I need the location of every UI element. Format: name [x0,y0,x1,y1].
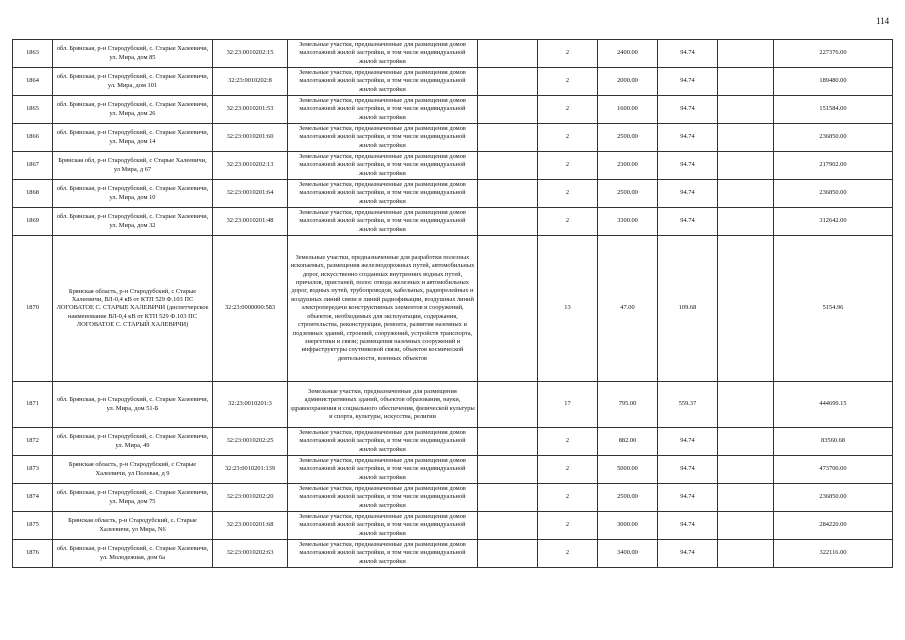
empty-cell [478,512,538,540]
empty-cell [718,152,774,180]
row-number-cell: 1876 [13,540,53,568]
area-cell: 47.00 [598,236,658,382]
area-cell: 3000.00 [598,512,658,540]
cadastral-number-cell: 32:23:0010202:25 [213,428,288,456]
empty-cell [718,180,774,208]
empty-cell [478,382,538,428]
cadastral-value-cell: 236850.00 [774,180,893,208]
table-row [13,208,893,236]
cadastral-value-cell: 151584.00 [774,96,893,124]
cadastral-value-cell: 189480.00 [774,68,893,96]
land-use-cell: Земельные участки, предназначенные для размещения домов малоэтажной жилой застройки, в том числе индивидуальной жилой застройки [288,208,478,236]
address-cell: обл. Брянская, р-н Стародубский, с. Старые Халеевичи, ул. Мира, дом 51-Б [53,382,213,428]
table-row [13,152,893,180]
page-number: 114 [876,16,890,26]
cadastral-number-cell: 32:23:0010201:139 [213,456,288,484]
row-number-cell: 1866 [13,124,53,152]
empty-cell [478,456,538,484]
category-code-cell: 13 [538,236,598,382]
area-cell: 3400.00 [598,540,658,568]
area-cell: 2400.00 [598,40,658,68]
category-code-cell: 2 [538,484,598,512]
cadastral-number-cell: 32:23:0010201:68 [213,512,288,540]
row-number-cell: 1872 [13,428,53,456]
category-code-cell: 2 [538,96,598,124]
specific-value-cell: 94.74 [658,484,718,512]
land-use-cell: Земельные участки, предназначенные для размещения домов малоэтажной жилой застройки, в том числе индивидуальной жилой застройки [288,180,478,208]
empty-cell [718,456,774,484]
area-cell: 2000.00 [598,68,658,96]
address-cell: обл. Брянская, р-н Стародубский, с. Старые Халеевичи, ул. Мира, дом 14 [53,124,213,152]
area-cell: 1600.00 [598,96,658,124]
specific-value-cell: 94.74 [658,68,718,96]
specific-value-cell: 94.74 [658,512,718,540]
area-cell: 795.00 [598,382,658,428]
empty-cell [478,180,538,208]
land-use-cell: Земельные участки, предназначенные для размещения домов малоэтажной жилой застройки, в том числе индивидуальной жилой застройки [288,428,478,456]
empty-cell [478,540,538,568]
empty-cell [718,236,774,382]
empty-cell [718,68,774,96]
land-use-cell: Земельные участки, предназначенные для размещения домов малоэтажной жилой застройки, в том числе индивидуальной жилой застройки [288,96,478,124]
empty-cell [718,40,774,68]
empty-cell [478,96,538,124]
land-use-cell: Земельные участки, предназначенные для разработки полезных ископаемых, размещения железнодорожных путей, автомобильных дорог, искусственно созданных внутренних водных путей, причалов, пристаней, полос отвода железных и автомобильных дорог, водных путей, трубопроводов, кабельных, радиорелейных и воздушных линий связи и линий радиофикации, воздушных линий электропередачи конструктивных элементов и сооружений, объектов, необходимых для эксплуатации, содержания, строительства, реконструкции, ремонта, развития наземных и подземных зданий, строений, сооружений, устройств транспорта, энергетики и связи; размещения наземных сооружений и инфраструктуры спутниковой связи, объектов космической деятельности, военных объектов [288,236,478,382]
category-code-cell: 2 [538,68,598,96]
category-code-cell: 2 [538,152,598,180]
cadastral-number-cell: 32:23:0010201:60 [213,124,288,152]
specific-value-cell: 94.74 [658,96,718,124]
cadastral-value-cell: 83560.68 [774,428,893,456]
table-row [13,512,893,540]
empty-cell [478,152,538,180]
land-use-cell: Земельные участки, предназначенные для размещения административных зданий, объектов образования, науки, здравоохранения и социального обеспечения, физической культуры и спорта, культуры, искусства, религии [288,382,478,428]
address-cell: Брянская обл, р-н Стародубский, с Старые Халеевичи, ул Мира, д 67 [53,152,213,180]
table-row [13,382,893,428]
row-number-cell: 1864 [13,68,53,96]
cadastral-value-cell: 444699.15 [774,382,893,428]
empty-cell [478,68,538,96]
row-number-cell: 1874 [13,484,53,512]
address-cell: Брянская область, р-н Стародубский, с Старые Халеевичи, ВЛ-0,4 кВ от КТП 529 Ф.103 ПС ЛОГОВАТОЕ С. СТАРЫЕ ХАЛЕВИЧИ (диспетчерское наименование ВЛ-0,4 кВ от КТП 529 Ф.103 ПС ЛОГОВАТОЕ С. СТАРЫЙ ХАЛЕВИЧИ) [53,236,213,382]
row-number-cell: 1869 [13,208,53,236]
row-number-cell: 1870 [13,236,53,382]
category-code-cell: 2 [538,180,598,208]
empty-cell [718,124,774,152]
cadastral-value-table [12,39,893,568]
row-number-cell: 1868 [13,180,53,208]
cadastral-value-cell: 217902.00 [774,152,893,180]
cadastral-number-cell: 32:23:0010202:20 [213,484,288,512]
specific-value-cell: 94.74 [658,456,718,484]
address-cell: обл. Брянская, р-н Стародубский, с. Старые Халеевичи, ул. Мира, 49 [53,428,213,456]
land-use-cell: Земельные участки, предназначенные для размещения домов малоэтажной жилой застройки, в том числе индивидуальной жилой застройки [288,484,478,512]
cadastral-value-cell: 236850.00 [774,124,893,152]
empty-cell [478,236,538,382]
category-code-cell: 2 [538,428,598,456]
category-code-cell: 2 [538,512,598,540]
row-number-cell: 1863 [13,40,53,68]
row-number-cell: 1871 [13,382,53,428]
land-use-cell: Земельные участки, предназначенные для размещения домов малоэтажной жилой застройки, в том числе индивидуальной жилой застройки [288,40,478,68]
empty-cell [718,540,774,568]
table-row [13,456,893,484]
category-code-cell: 2 [538,540,598,568]
category-code-cell: 2 [538,40,598,68]
empty-cell [718,484,774,512]
specific-value-cell: 94.74 [658,208,718,236]
table-row [13,124,893,152]
empty-cell [478,428,538,456]
empty-cell [478,124,538,152]
land-use-cell: Земельные участки, предназначенные для размещения домов малоэтажной жилой застройки, в том числе индивидуальной жилой застройки [288,124,478,152]
specific-value-cell: 94.74 [658,540,718,568]
cadastral-number-cell: 32:23:0010202:63 [213,540,288,568]
address-cell: обл. Брянская, р-н Стародубский, с. Старые Халеевичи, ул. Мира, дом 75 [53,484,213,512]
specific-value-cell: 94.74 [658,152,718,180]
area-cell: 2500.00 [598,124,658,152]
address-cell: Брянская область, р-н Стародубский, с Старые Халеевичи, ул Полевая, д 9 [53,456,213,484]
land-use-cell: Земельные участки, предназначенные для размещения домов малоэтажной жилой застройки, в том числе индивидуальной жилой застройки [288,540,478,568]
cadastral-number-cell: 32:23:0010201:64 [213,180,288,208]
row-number-cell: 1867 [13,152,53,180]
specific-value-cell: 94.74 [658,428,718,456]
specific-value-cell: 94.74 [658,40,718,68]
cadastral-value-cell: 5154.96 [774,236,893,382]
land-use-cell: Земельные участки, предназначенные для размещения домов малоэтажной жилой застройки, в том числе индивидуальной жилой застройки [288,68,478,96]
specific-value-cell: 109.68 [658,236,718,382]
specific-value-cell: 559.37 [658,382,718,428]
cadastral-value-cell: 473700.00 [774,456,893,484]
category-code-cell: 2 [538,456,598,484]
area-cell: 882.00 [598,428,658,456]
empty-cell [478,484,538,512]
empty-cell [478,208,538,236]
table-row [13,68,893,96]
category-code-cell: 2 [538,208,598,236]
cadastral-number-cell: 32:23:0010201:3 [213,382,288,428]
specific-value-cell: 94.74 [658,180,718,208]
table-row [13,40,893,68]
address-cell: обл. Брянская, р-н Стародубский, с. Старые Халеевичи, ул. Мира, дом 85 [53,40,213,68]
empty-cell [718,96,774,124]
area-cell: 2500.00 [598,180,658,208]
cadastral-number-cell: 32:23:0000000:583 [213,236,288,382]
area-cell: 3300.00 [598,208,658,236]
category-code-cell: 17 [538,382,598,428]
cadastral-number-cell: 32:23:0010201:53 [213,96,288,124]
row-number-cell: 1873 [13,456,53,484]
cadastral-value-cell: 322116.00 [774,540,893,568]
table-row [13,236,893,382]
address-cell: обл. Брянская, р-н Стародубский, с. Старые Халеевичи, ул. Мира, дом 101 [53,68,213,96]
cadastral-value-cell: 284220.00 [774,512,893,540]
specific-value-cell: 94.74 [658,124,718,152]
cadastral-number-cell: 32:23:0010202:8 [213,68,288,96]
category-code-cell: 2 [538,124,598,152]
cadastral-value-cell: 312642.00 [774,208,893,236]
table-row [13,484,893,512]
area-cell: 2300.00 [598,152,658,180]
address-cell: обл. Брянская, р-н Стародубский, с. Старые Халеевичи, ул. Мира, дом 26 [53,96,213,124]
empty-cell [478,40,538,68]
cadastral-number-cell: 32:23:0010201:48 [213,208,288,236]
table-row [13,180,893,208]
address-cell: обл. Брянская, р-н Стародубский, с. Старые Халеевичи, ул. Мира, дом 10 [53,180,213,208]
address-cell: обл. Брянская, р-н Стародубский, с. Старые Халеевичи, ул. Молодежная, дом 6а [53,540,213,568]
address-cell: Брянская область, р-н Стародубский, с. Старые Халеевичи, ул Мира, N6 [53,512,213,540]
empty-cell [718,428,774,456]
cadastral-value-cell: 227376.00 [774,40,893,68]
table-row [13,428,893,456]
row-number-cell: 1865 [13,96,53,124]
row-number-cell: 1875 [13,512,53,540]
table-row [13,540,893,568]
empty-cell [718,382,774,428]
cadastral-value-cell: 236850.00 [774,484,893,512]
table-row [13,96,893,124]
area-cell: 2500.00 [598,484,658,512]
land-use-cell: Земельные участки, предназначенные для размещения домов малоэтажной жилой застройки, в том числе индивидуальной жилой застройки [288,512,478,540]
empty-cell [718,512,774,540]
empty-cell [718,208,774,236]
land-use-cell: Земельные участки, предназначенные для размещения домов малоэтажной жилой застройки, в том числе индивидуальной жилой застройки [288,456,478,484]
land-use-cell: Земельные участки, предназначенные для размещения домов малоэтажной жилой застройки, в том числе индивидуальной жилой застройки [288,152,478,180]
cadastral-number-cell: 32:23:0010202:13 [213,152,288,180]
cadastral-number-cell: 32:23:0010202:15 [213,40,288,68]
address-cell: обл. Брянская, р-н Стародубский, с. Старые Халеевичи, ул. Мира, дом 32 [53,208,213,236]
table-body [13,40,893,568]
area-cell: 5000.00 [598,456,658,484]
